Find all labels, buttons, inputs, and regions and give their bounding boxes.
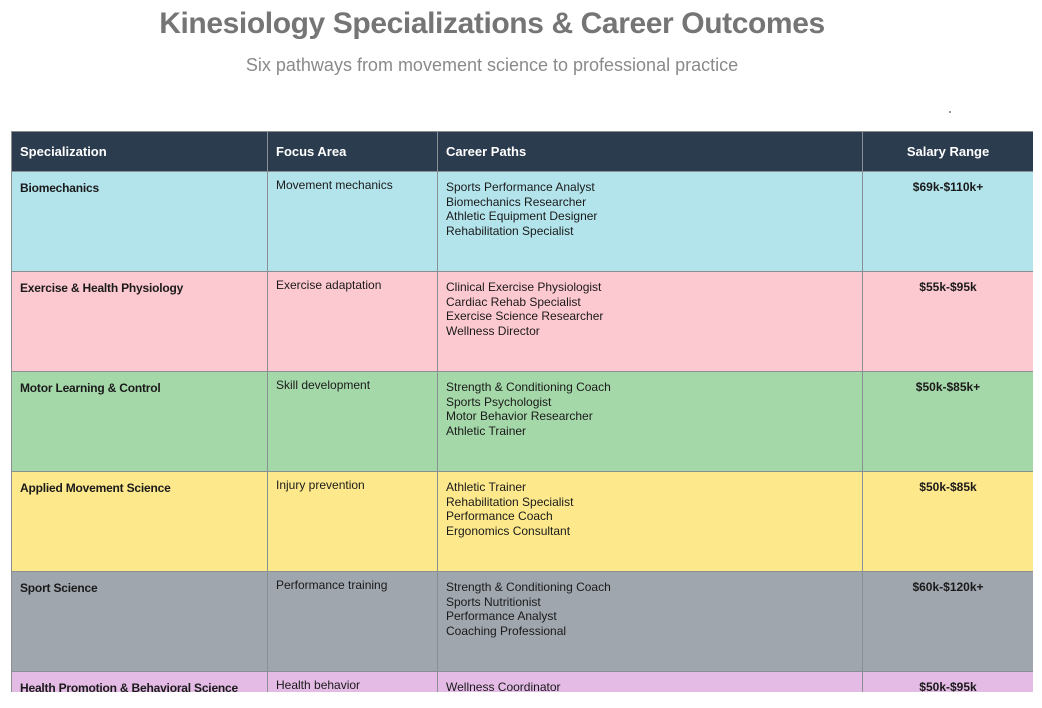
table-row bbox=[12, 372, 1034, 472]
career-path: Coaching Professional bbox=[446, 623, 567, 638]
table-row bbox=[12, 672, 1034, 693]
career-paths-cell bbox=[438, 572, 863, 672]
focus-cell: Performance training bbox=[268, 572, 438, 672]
specialization-cell: Sport Science bbox=[12, 572, 268, 672]
career-path: Athletic Equipment Designer bbox=[446, 209, 598, 223]
table-row bbox=[12, 172, 1034, 272]
career-path: Wellness Director bbox=[446, 323, 540, 338]
career-path: Sports Performance Analyst bbox=[446, 180, 595, 194]
focus-cell: Movement mechanics bbox=[268, 172, 438, 272]
table-container bbox=[11, 131, 1033, 692]
specialization-cell: Exercise & Health Physiology bbox=[12, 272, 268, 372]
career-path: Performance Coach bbox=[446, 509, 553, 523]
career-path: Ergonomics Consultant bbox=[446, 523, 571, 538]
specialization-cell: Motor Learning & Control bbox=[12, 372, 268, 472]
table-header-row bbox=[12, 132, 1034, 172]
table-row bbox=[12, 272, 1034, 372]
salary-cell: $50k-$85k bbox=[863, 472, 1034, 572]
career-path: Rehabilitation Specialist bbox=[446, 494, 574, 509]
career-paths-cell bbox=[438, 672, 863, 693]
career-path: Strength & Conditioning Coach bbox=[446, 580, 611, 594]
page-subtitle: Six pathways from movement science to professional practice bbox=[245, 55, 739, 75]
career-path: Rehabilitation Specialist bbox=[446, 223, 574, 238]
column-header-specialization: Specialization bbox=[12, 132, 268, 172]
career-paths-cell bbox=[438, 372, 863, 472]
specialization-cell: Applied Movement Science bbox=[12, 472, 268, 572]
career-path: Sports Psychologist bbox=[446, 394, 552, 409]
salary-cell: $55k-$95k bbox=[863, 272, 1034, 372]
career-paths-cell bbox=[438, 172, 863, 272]
specialization-cell: Biomechanics bbox=[12, 172, 268, 272]
page-title: Kinesiology Specializations & Career Outcomes bbox=[159, 7, 825, 40]
salary-cell: $50k-$85k+ bbox=[863, 372, 1034, 472]
column-header-focus-area: Focus Area bbox=[268, 132, 438, 172]
career-path: Athletic Trainer bbox=[446, 480, 527, 494]
career-path: Sports Nutritionist bbox=[446, 594, 541, 609]
salary-cell: $60k-$120k+ bbox=[863, 572, 1034, 672]
table-row bbox=[12, 472, 1034, 572]
career-path: Exercise Science Researcher bbox=[446, 309, 604, 323]
column-header-salary-range: Salary Range bbox=[863, 132, 1034, 172]
career-path: Motor Behavior Researcher bbox=[446, 409, 593, 423]
career-paths-cell bbox=[438, 272, 863, 372]
salary-cell: $69k-$110k+ bbox=[863, 172, 1034, 272]
career-path: Athletic Trainer bbox=[446, 423, 527, 438]
focus-cell: Exercise adaptation bbox=[268, 272, 438, 372]
specialization-cell: Health Promotion & Behavioral Science bbox=[12, 672, 268, 693]
career-paths-cell bbox=[438, 472, 863, 572]
specializations-table bbox=[11, 131, 1033, 692]
table-row bbox=[12, 572, 1034, 672]
focus-cell: Injury prevention bbox=[268, 472, 438, 572]
career-path: Biomechanics Researcher bbox=[446, 194, 587, 209]
focus-cell: Health behavior bbox=[268, 672, 438, 693]
stray-dot bbox=[949, 111, 951, 113]
career-path: Wellness Coordinator bbox=[446, 680, 561, 692]
career-path: Strength & Conditioning Coach bbox=[446, 380, 611, 394]
career-path: Cardiac Rehab Specialist bbox=[446, 294, 581, 309]
salary-cell: $50k-$95k bbox=[863, 672, 1034, 693]
career-path: Performance Analyst bbox=[446, 609, 557, 623]
career-path: Clinical Exercise Physiologist bbox=[446, 280, 602, 294]
focus-cell: Skill development bbox=[268, 372, 438, 472]
column-header-career-paths: Career Paths bbox=[438, 132, 863, 172]
